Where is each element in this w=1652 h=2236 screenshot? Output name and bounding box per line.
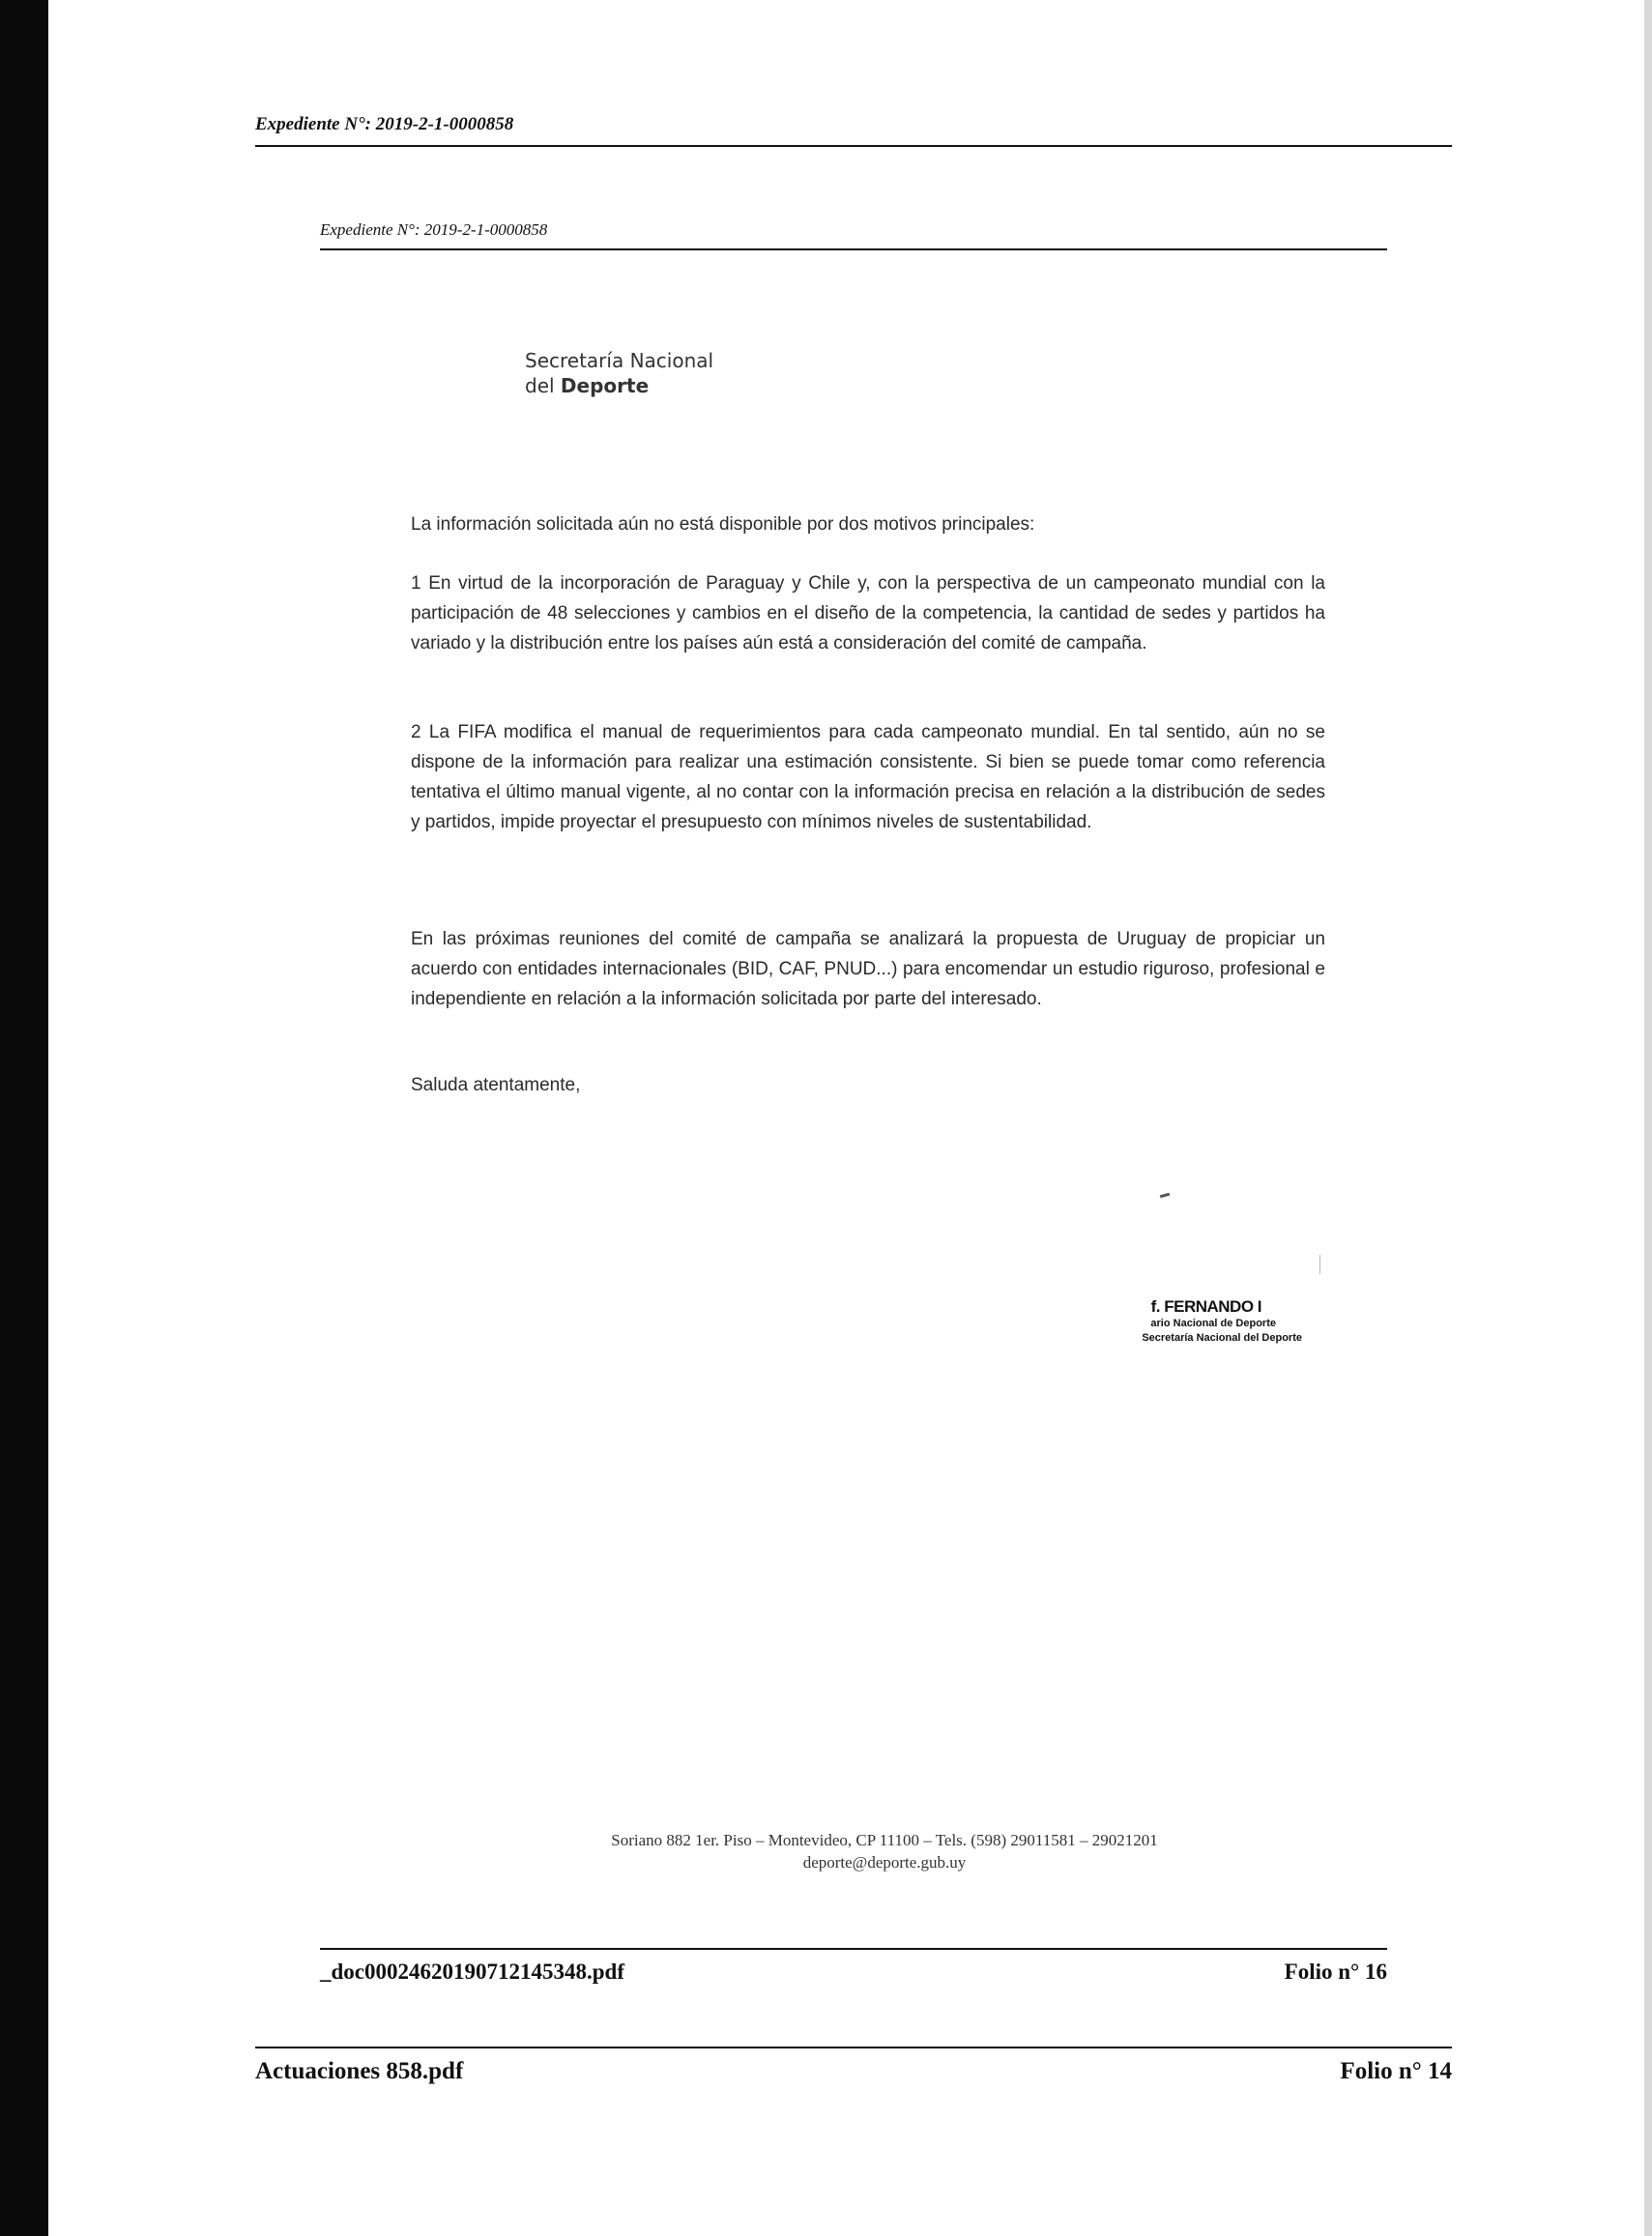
scan-edge-left <box>0 0 48 2236</box>
organization-logo-text <box>525 348 713 398</box>
footer-email: deporte@deporte.gub.uy <box>802 1853 967 1872</box>
footer-address: Soriano 882 1er. Piso – Montevideo, CP 11100 – Tels. (598) 29011581 – 29021201 <box>611 1831 1158 1849</box>
stamp-outer-folio: Folio n° 14 <box>1340 2058 1452 2084</box>
scan-edge-right <box>1644 0 1652 2236</box>
signature-role: ario Nacional de Deporte <box>1150 1318 1276 1329</box>
point-1-paragraph: 1 En virtud de la incorporación de Paraguay y Chile y, con la perspectiva de un campeonato mundial con la participación de 48 selecciones y cambios en el diseño de la competencia, la cantidad de sedes y partidos ha variado y la distribución entre los países aún está a consideración del comité de campaña. <box>411 573 1325 653</box>
signature-stamp <box>1054 1297 1305 1346</box>
header-outer-text: Expediente N°: 2019-2-1-0000858 <box>255 114 514 134</box>
footer-address-block <box>387 1829 1382 1873</box>
signature-name: f. FERNANDO I <box>1150 1297 1261 1316</box>
stamp-inner-file: _doc00024620190712145348.pdf <box>320 1960 624 1984</box>
paragraph-3: En las próximas reuniones del comité de campaña se analizará la propuesta de Uruguay de propiciar un acuerdo con entidades internacionales (BID, CAF, PNUD...) para encomendar un estudio riguroso, profesional e independiente en relación a la información solicitada por parte del interesado. <box>411 929 1325 1009</box>
header-inner-text: Expediente N°: 2019-2-1-0000858 <box>320 220 548 239</box>
stamp-inner-folio: Folio n° 16 <box>1284 1960 1387 1984</box>
signature-scribble <box>1160 1193 1170 1198</box>
point-2-paragraph: 2 La FIFA modifica el manual de requerimientos para cada campeonato mundial. En tal sentido, aún no se dispone de la información para realizar una estimación consistente. Si bien se puede tomar como referencia tentativa el último manual vigente, al no contar con la información precisa en relación a la distribución de sedes y partidos, impide proyectar el presupuesto con mínimos niveles de sustentabilidad. <box>411 722 1325 832</box>
closing-line: Saluda atentamente, <box>411 1075 581 1095</box>
stamp-inner <box>320 1948 1387 1984</box>
intro-paragraph: La información solicitada aún no está disponible por dos motivos principales: <box>411 514 1035 535</box>
organization-line2-prefix: del <box>525 374 555 397</box>
stamp-outer <box>255 2047 1452 2084</box>
header-inner <box>320 220 1387 250</box>
organization-line1: Secretaría Nacional <box>525 349 714 372</box>
organization-line2 <box>525 373 713 398</box>
stamp-outer-file: Actuaciones 858.pdf <box>255 2058 464 2084</box>
signature-mark-line <box>1319 1255 1320 1274</box>
header-outer <box>255 114 1452 147</box>
organization-line2-bold: Deporte <box>560 374 650 397</box>
signature-org: Secretaría Nacional del Deporte <box>1142 1332 1302 1344</box>
